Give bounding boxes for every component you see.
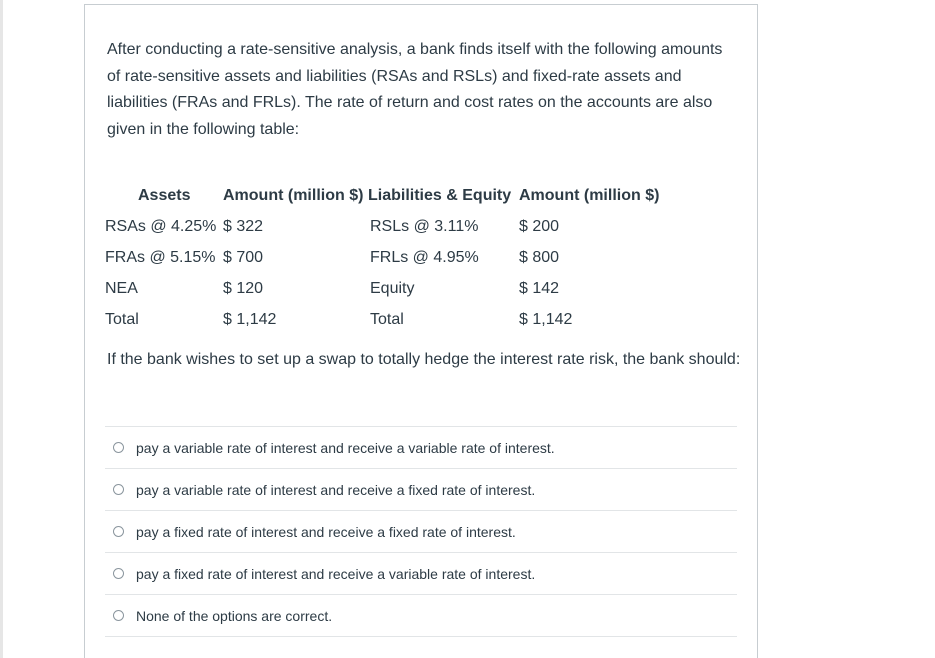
answer-option[interactable] bbox=[105, 552, 737, 594]
table-cell: Equity bbox=[370, 279, 415, 297]
table-cell: $ 1,142 bbox=[519, 310, 573, 328]
table-cell: RSLs @ 3.11% bbox=[370, 217, 479, 235]
table-header-row bbox=[105, 181, 669, 211]
question-card bbox=[84, 4, 758, 658]
question-prompt: If the bank wishes to set up a swap to totally hedge the interest rate risk, the bank should: bbox=[107, 351, 741, 368]
table-cell: $ 1,142 bbox=[223, 310, 277, 328]
radio-button[interactable] bbox=[113, 484, 124, 495]
answer-label: None of the options are correct. bbox=[136, 607, 333, 624]
table-cell: RSAs @ 4.25% bbox=[105, 217, 217, 235]
table-cell: NEA bbox=[105, 279, 138, 297]
header-asset-amount: Amount (million $) bbox=[223, 187, 364, 204]
radio-button[interactable] bbox=[113, 568, 124, 579]
table-cell: $ 200 bbox=[519, 217, 560, 235]
answer-label: pay a fixed rate of interest and receive a variable rate of interest. bbox=[136, 565, 536, 582]
radio-button[interactable] bbox=[113, 610, 124, 621]
table-cell: FRLs @ 4.95% bbox=[370, 248, 479, 266]
table-row bbox=[105, 304, 669, 335]
table-cell: Total bbox=[370, 310, 404, 328]
table-cell: $ 120 bbox=[223, 279, 264, 297]
answer-label: pay a variable rate of interest and receive a variable rate of interest. bbox=[136, 439, 555, 456]
header-liability-amount: Amount (million $) bbox=[519, 187, 660, 204]
answer-options bbox=[105, 426, 737, 637]
answer-option[interactable] bbox=[105, 510, 737, 552]
table-cell: $ 322 bbox=[223, 217, 264, 235]
answer-label: pay a fixed rate of interest and receive a fixed rate of interest. bbox=[136, 523, 516, 540]
table-cell: FRAs @ 5.15% bbox=[105, 248, 216, 266]
answer-label: pay a variable rate of interest and receive a fixed rate of interest. bbox=[136, 481, 536, 498]
left-edge-strip bbox=[0, 0, 3, 658]
radio-button[interactable] bbox=[113, 442, 124, 453]
question-intro: After conducting a rate-sensitive analysis, a bank finds itself with the following amounts of rate-sensitive assets and liabilities (RSAs and RSLs) and fixed-rate assets and liabilities (FRAs and FRLs). The rate of return and cost rates on the accounts are also given in the following table: bbox=[107, 41, 723, 138]
table-cell: $ 700 bbox=[223, 248, 264, 266]
radio-button[interactable] bbox=[113, 526, 124, 537]
balance-sheet-table bbox=[105, 181, 669, 335]
table-cell: Total bbox=[105, 310, 139, 328]
answer-option[interactable] bbox=[105, 426, 737, 468]
answer-option[interactable] bbox=[105, 594, 737, 637]
header-assets: Assets bbox=[138, 187, 191, 204]
table-row bbox=[105, 211, 669, 242]
table-cell: $ 800 bbox=[519, 248, 560, 266]
table-row bbox=[105, 273, 669, 304]
table-row bbox=[105, 242, 669, 273]
header-liabilities-equity: Liabilities & Equity bbox=[368, 187, 512, 204]
answer-option[interactable] bbox=[105, 468, 737, 510]
table-cell: $ 142 bbox=[519, 279, 560, 297]
